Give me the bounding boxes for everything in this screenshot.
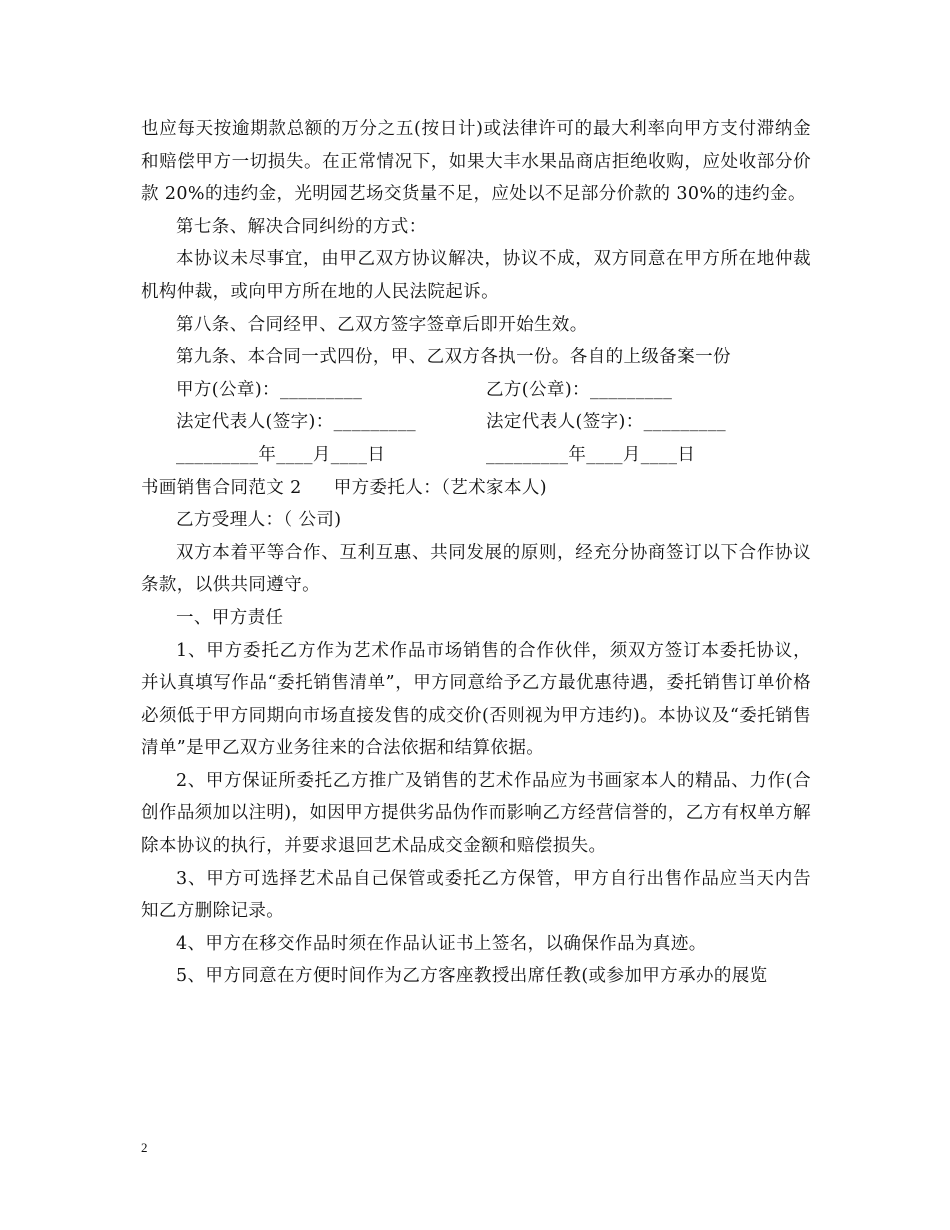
contract-2-title: 书画销售合同范文 2 bbox=[141, 477, 302, 498]
signature-row-representative bbox=[141, 406, 811, 439]
document-body bbox=[141, 113, 811, 993]
paragraph-section-1-title: 一、甲方责任 bbox=[176, 607, 284, 628]
paragraph-clause-4: 4、甲方在移交作品时须在作品认证书上签名，以确保作品为真迹。 bbox=[176, 933, 707, 954]
signature-block bbox=[141, 374, 811, 472]
contract-2-header bbox=[141, 472, 811, 505]
paragraph-principles: 双方本着平等合作、互利互惠、共同发展的原则，经充分协商签订以下合作协议条款，以供共同遵守。 bbox=[141, 542, 811, 596]
party-b-representative: 法定代表人(签字)：_________ bbox=[486, 412, 727, 433]
paragraph-clause-2: 2、甲方保证所委托乙方推广及销售的艺术作品应为书画家本人的精品、力作(合创作品须加以注明)，如因甲方提供劣品伪作而影响乙方经营信誉的，乙方有权单方解除本协议的执行，并要求退回艺术品成交金额和赔偿损失。 bbox=[141, 770, 811, 857]
paragraph-party-b-agent: 乙方受理人：（ 公司) bbox=[176, 510, 342, 531]
paragraph-clause-3: 3、甲方可选择艺术品自己保管或委托乙方保管，甲方自行出售作品应当天内告知乙方删除记录。 bbox=[141, 868, 811, 922]
party-b-seal: 乙方(公章)：_________ bbox=[486, 379, 673, 400]
paragraph-dispute-resolution: 本协议未尽事宜，由甲乙双方协议解决，协议不成，双方同意在甲方所在地仲裁机构仲裁，或向甲方所在地的人民法院起诉。 bbox=[141, 249, 811, 302]
header-spacer bbox=[302, 472, 334, 505]
paragraph-late-payment: 也应每天按逾期款总额的万分之五(按日计)或法律许可的最大利率向甲方支付滞纳金和赔偿甲方一切损失。在正常情况下，如果大丰水果品商店拒绝收购，应处收部分价款 20%的违约金，光明园艺场交货量不足，应处以不足部分价款的 30%的违约金。 bbox=[141, 119, 811, 205]
party-b-date: _________年____月____日 bbox=[486, 444, 696, 465]
party-a-date: _________年____月____日 bbox=[176, 444, 386, 465]
party-a-representative: 法定代表人(签字)：_________ bbox=[176, 412, 417, 433]
page-number: 2 bbox=[141, 1140, 148, 1155]
paragraph-clause-5: 5、甲方同意在方便时间作为乙方客座教授出席任教(或参加甲方承办的展览 bbox=[176, 966, 768, 987]
signature-row-date bbox=[141, 439, 811, 472]
contract-2-party-a: 甲方委托人：（艺术家本人) bbox=[333, 477, 547, 498]
party-a-seal: 甲方(公章)：_________ bbox=[176, 379, 363, 400]
paragraph-clause-1: 1、甲方委托乙方作为艺术作品市场销售的合作伙伴，须双方签订本委托协议，并认真填写作品“委托销售清单”，甲方同意给予乙方最优惠待遇，委托销售订单价格必须低于甲方同期向市场直接发售的成交价(否则视为甲方违约)。本协议及“委托销售清单”是甲乙双方业务往来的合法依据和结算依据。 bbox=[141, 640, 811, 759]
signature-row-seal bbox=[141, 374, 811, 407]
paragraph-article-8: 第八条、合同经甲、乙双方签字签章后即开始生效。 bbox=[176, 314, 588, 335]
paragraph-article-9: 第九条、本合同一式四份，甲、乙双方各执一份。各自的上级备案一份 bbox=[176, 347, 731, 368]
paragraph-article-7-title: 第七条、解决合同纠纷的方式： bbox=[176, 216, 427, 237]
